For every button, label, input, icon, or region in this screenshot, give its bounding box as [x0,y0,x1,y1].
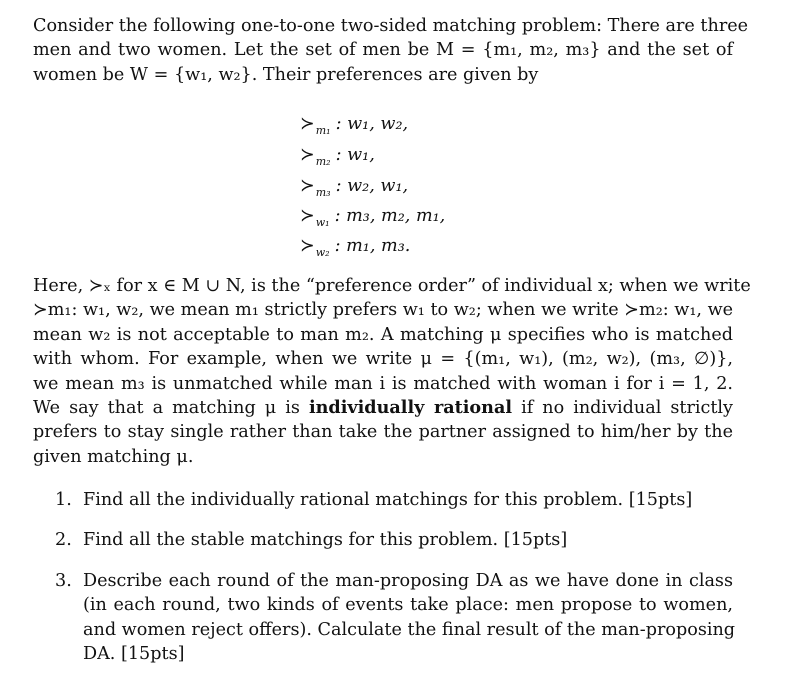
question-line: and women reject offers). Calculate the final result of the man-proposing [83,619,736,640]
question-number: 1. [55,490,72,510]
body-line: prefers to stay single rather than take the partner assigned to him/her by the [33,422,733,443]
preference-list: : m₁, m₃. [334,236,411,256]
succ-symbol: ≻ [300,145,315,165]
body-paragraph [33,274,751,469]
question-line: Find all the individually rational matchings for this problem. [15pts] [83,490,693,510]
body-line: Here, ≻ₓ for x ∈ M ∪ N, is the “preference order” of individual x; when we write [33,276,751,296]
preference-agent: m₃ [315,186,331,199]
question-line: (in each round, two kinds of events take place: men propose to women, [83,595,733,616]
intro-line: Consider the following one-to-one two-sided matching problem: There are three [33,16,749,36]
question-line: Describe each round of the man-proposing DA as we have done in class [83,570,733,591]
question-text [83,528,733,552]
preference-m2 [300,142,375,168]
body-line: with whom. For example, when we write μ = {(m₁, w₁), (m₂, w₂), (m₃, ∅)}, [33,349,733,370]
succ-symbol: ≻ [300,114,315,134]
preference-agent: w₂ [315,246,330,259]
body-line: we mean m₃ is unmatched while man i is matched with woman i for i = 1, 2. [33,373,733,394]
body-line-bold: We say that a matching μ is individually rational if no individual strictly [33,396,733,418]
preference-list: : w₂, w₁, [335,176,409,196]
question-text [83,569,736,667]
preference-agent: m₁ [315,124,331,137]
preference-agent: w₁ [315,216,330,229]
question-number: 3. [55,570,72,591]
preference-m1 [300,111,408,137]
body-line: given matching μ. [33,446,194,467]
preference-list: : w₁, w₂, [335,114,409,134]
intro-line: men and two women. Let the set of men be M = {m₁, m₂, m₃} and the set of [33,40,733,61]
preference-w2 [300,233,410,259]
succ-symbol: ≻ [300,206,315,226]
body-line: ≻m₁: w₁, w₂, we mean m₁ strictly prefers w₁ to w₂; when we write ≻m₂: w₁, we [33,300,734,321]
question-item [33,528,733,552]
question-line: Find all the stable matchings for this problem. [15pts] [83,530,568,551]
preference-agent: m₂ [315,155,331,168]
question-line: DA. [15pts] [83,643,185,664]
intro-line: women be W = {w₁, w₂}. Their preferences are given by [33,64,539,85]
intro-paragraph [33,14,749,87]
preference-m3 [300,173,408,199]
question-list [33,488,736,666]
question-text [83,488,733,512]
body-line: mean w₂ is not acceptable to man m₂. A matching μ specifies who is matched [33,324,733,345]
preference-list: : m₃, m₂, m₁, [334,206,446,226]
question-item [33,488,733,512]
question-number: 2. [55,530,72,551]
question-item [33,569,736,667]
preference-w1 [300,203,445,229]
defined-term: individually rational [308,396,513,418]
succ-symbol: ≻ [300,176,315,196]
preference-list: : w₁, [335,145,375,165]
succ-symbol: ≻ [300,236,315,256]
